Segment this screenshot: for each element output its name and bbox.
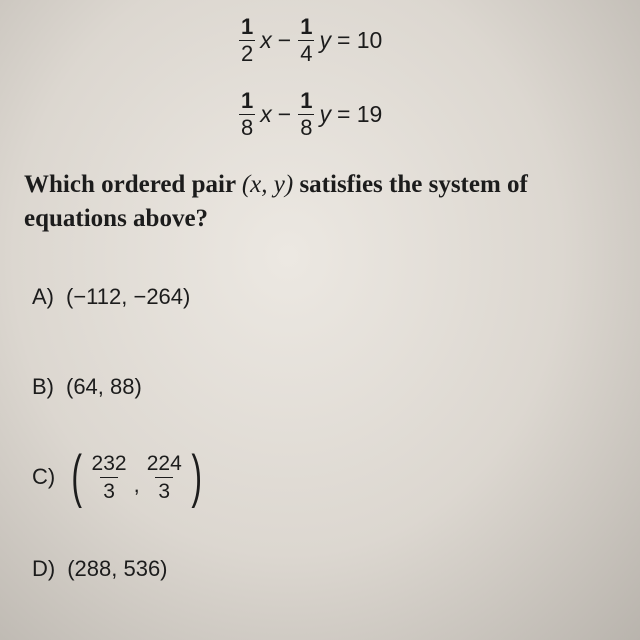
answer-choice-c[interactable] [32, 444, 206, 509]
choice-letter: C) [32, 464, 56, 489]
equation-rhs: = 19 [336, 100, 383, 127]
choice-letter: B) [32, 374, 54, 399]
equation-1 [236, 4, 382, 76]
fraction [239, 13, 255, 66]
variable-y: y [319, 100, 331, 127]
choice-letter: D) [32, 556, 56, 581]
denominator: 2 [241, 40, 254, 66]
denominator: 4 [300, 40, 313, 66]
choice-value: (−112, −264) [66, 284, 191, 309]
variable-x: x [260, 100, 272, 127]
question-after: satisfies the system of equations above? [24, 171, 528, 232]
fraction [239, 87, 255, 140]
fraction [89, 453, 130, 502]
question-before: Which ordered pair [24, 171, 242, 198]
answer-choice-b[interactable] [32, 374, 142, 400]
numerator: 1 [241, 87, 254, 113]
minus-sign: − [277, 100, 292, 127]
answer-choice-a[interactable] [32, 284, 190, 310]
choice-letter: A) [32, 284, 54, 309]
fraction [298, 87, 314, 140]
answer-choice-d[interactable] [32, 556, 168, 582]
denominator: 8 [241, 114, 254, 140]
equation-2 [236, 78, 382, 150]
question-text [24, 168, 584, 236]
numerator: 1 [300, 87, 313, 113]
question-ordered-pair: (x, y) [241, 171, 294, 198]
choice-value: (64, 88) [66, 374, 142, 399]
comma: , [133, 472, 140, 497]
denominator: 3 [100, 477, 118, 502]
variable-x: x [260, 26, 272, 53]
denominator: 3 [155, 477, 173, 502]
numerator: 224 [146, 451, 182, 475]
numerator: 1 [300, 13, 313, 39]
equation-rhs: = 10 [336, 26, 383, 53]
denominator: 8 [300, 114, 313, 140]
variable-y: y [319, 26, 331, 53]
minus-sign: − [277, 26, 292, 53]
close-paren: ) [191, 444, 202, 509]
numerator: 1 [241, 13, 254, 39]
fraction [298, 13, 314, 66]
fraction [144, 453, 185, 502]
numerator: 232 [91, 451, 127, 475]
open-paren: ( [71, 444, 83, 509]
choice-value: (288, 536) [67, 556, 168, 581]
